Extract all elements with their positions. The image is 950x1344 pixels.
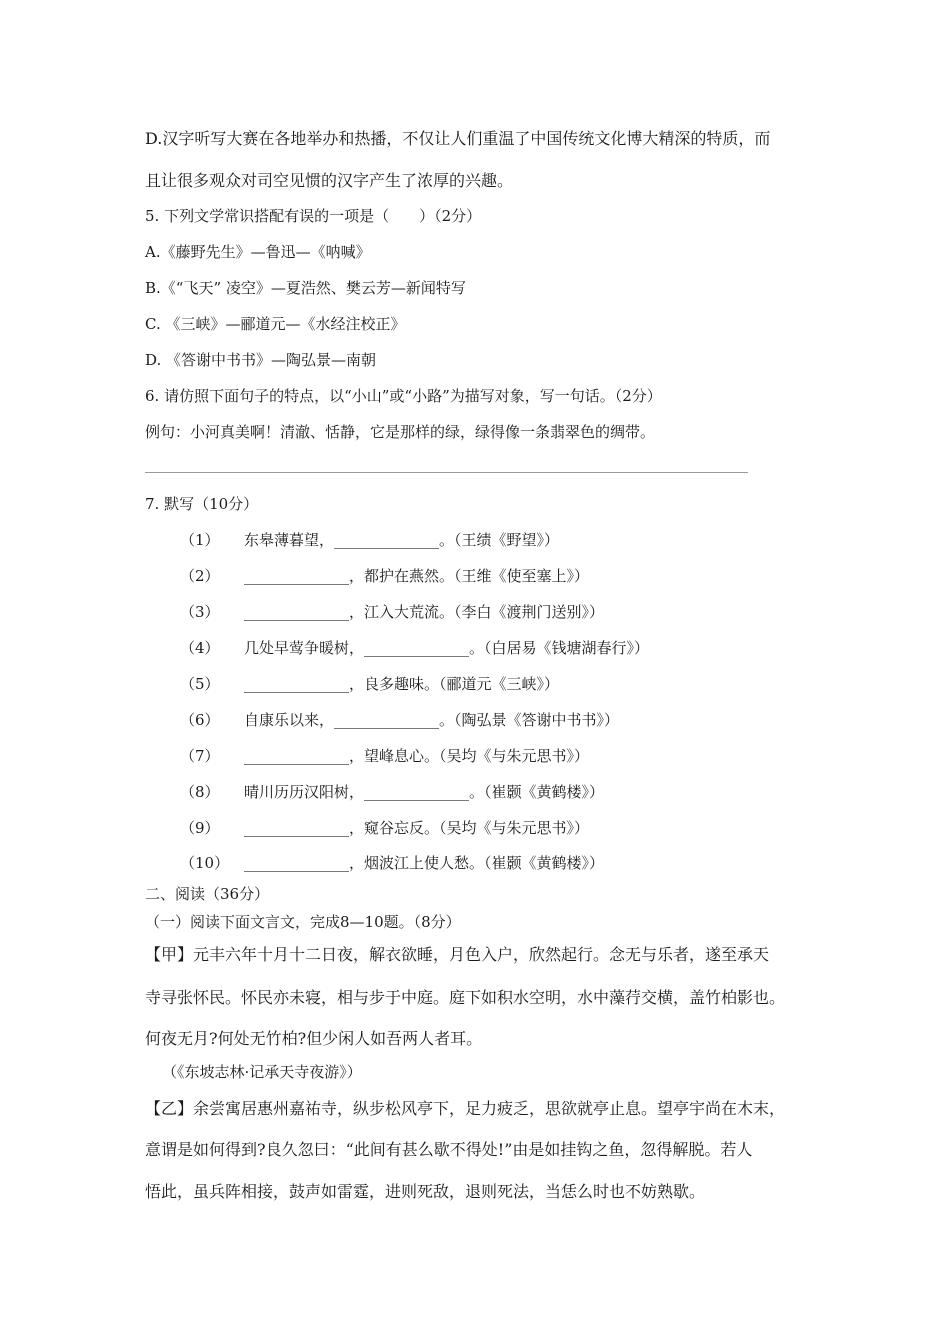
q7-item-number: （7） — [180, 747, 220, 765]
passage-jia-line: 寺寻张怀民。怀民亦未寝，相与步于中庭。庭下如积水空明，水中藻荇交横，盖竹柏影也。 — [145, 988, 786, 1007]
passage-yi-line: 悟此，虽兵阵相接，鼓声如雷霆，进则死敌，退则死法，当恁么时也不妨熟歇。 — [145, 1182, 706, 1201]
q7-stem: 7. 默写（10分） — [145, 495, 259, 513]
q7-item — [180, 817, 589, 838]
q7-item-text: 几处早莺争暖树，______________。（白居易《钱塘湖春行》） — [244, 639, 650, 657]
q7-item — [180, 601, 604, 622]
q7-item-text: 东皋薄暮望，______________。（王绩《野望》） — [244, 531, 560, 549]
passage-yi-line: 意谓是如何得到?良久忽曰：“此间有甚么歇不得处!”由是如挂钩之鱼，忽得解脱。若人 — [145, 1140, 753, 1159]
q7-item — [180, 565, 589, 586]
q7-item — [180, 781, 604, 802]
q7-item-number: （3） — [180, 603, 220, 621]
q7-item — [180, 529, 559, 550]
q7-item — [180, 745, 589, 766]
q5-option-c: C. 《三峡》—郦道元—《水经注校正》 — [145, 315, 406, 333]
q7-item — [180, 637, 649, 658]
q4-option-d-line1: D.汉字听写大赛在各地举办和热播，不仅让人们重温了中国传统文化博大精深的特质，而 — [145, 129, 771, 148]
q4-option-d-line2: 且让很多观众对司空见惯的汉字产生了浓厚的兴趣。 — [145, 171, 514, 190]
section2-part1: （一）阅读下面文言文，完成8—10题。（8分） — [145, 913, 461, 931]
q7-item-number: （6） — [180, 711, 220, 729]
q7-item-number: （10） — [180, 854, 230, 872]
q7-item-text: 自康乐以来，______________。（陶弘景《答谢中书书》） — [244, 711, 620, 729]
q7-item-text: ______________，江入大荒流。（李白《渡荆门送别》） — [244, 603, 605, 621]
passage-jia-source: （《东坡志林·记承天寺夜游》） — [162, 1063, 362, 1081]
q6-example: 例句：小河真美啊！清澈、恬静，它是那样的绿，绿得像一条翡翠色的绸带。 — [145, 423, 656, 441]
passage-jia-line: 【甲】元丰六年十月十二日夜，解衣欲睡，月色入户，欣然起行。念无与乐者，遂至承天 — [145, 945, 770, 964]
section2-title: 二、阅读（36分） — [145, 885, 270, 903]
q7-item-text: ______________，良多趣味。（郦道元《三峡》） — [244, 675, 560, 693]
q7-item — [180, 709, 619, 730]
q7-item-number: （4） — [180, 639, 220, 657]
q7-item — [180, 852, 604, 873]
q7-item-number: （8） — [180, 783, 220, 801]
passage-jia-line: 何夜无月?何处无竹柏?但少闲人如吾两人者耳。 — [145, 1029, 483, 1048]
q7-item-number: （5） — [180, 675, 220, 693]
q7-item-text: ______________，望峰息心。（吴均《与朱元思书》） — [244, 747, 590, 765]
q5-option-d: D. 《答谢中书书》—陶弘景—南朝 — [145, 351, 377, 369]
q6-stem: 6. 请仿照下面句子的特点，以“小山”或“小路”为描写对象，写一句话。（2分） — [145, 387, 662, 405]
q5-option-b: B.《“飞天” 凌空》—夏浩然、樊云芳—新闻特写 — [145, 279, 466, 297]
q7-item-text: 晴川历历汉阳树，______________。（崔颢《黄鹤楼》） — [244, 783, 605, 801]
q7-item-text: ______________，窥谷忘反。（吴均《与朱元思书》） — [244, 819, 590, 837]
q7-item-number: （9） — [180, 819, 220, 837]
q7-item — [180, 673, 559, 694]
q5-option-a: A.《藤野先生》—鲁迅—《呐喊》 — [145, 243, 371, 261]
passage-yi-line: 【乙】余尝寓居惠州嘉祐寺，纵步松风亭下，足力疲乏，思欲就亭止息。望亭宇尚在木末， — [145, 1099, 786, 1118]
q5-stem: 5. 下列文学常识搭配有误的一项是（ ）（2分） — [145, 207, 482, 225]
q6-answer-line — [145, 472, 748, 473]
q7-item-number: （1） — [180, 531, 220, 549]
q7-item-number: （2） — [180, 567, 220, 585]
q7-item-text: ______________，烟波江上使人愁。（崔颢《黄鹤楼》） — [244, 854, 605, 872]
q7-item-text: ______________，都护在燕然。（王维《使至塞上》） — [244, 567, 590, 585]
